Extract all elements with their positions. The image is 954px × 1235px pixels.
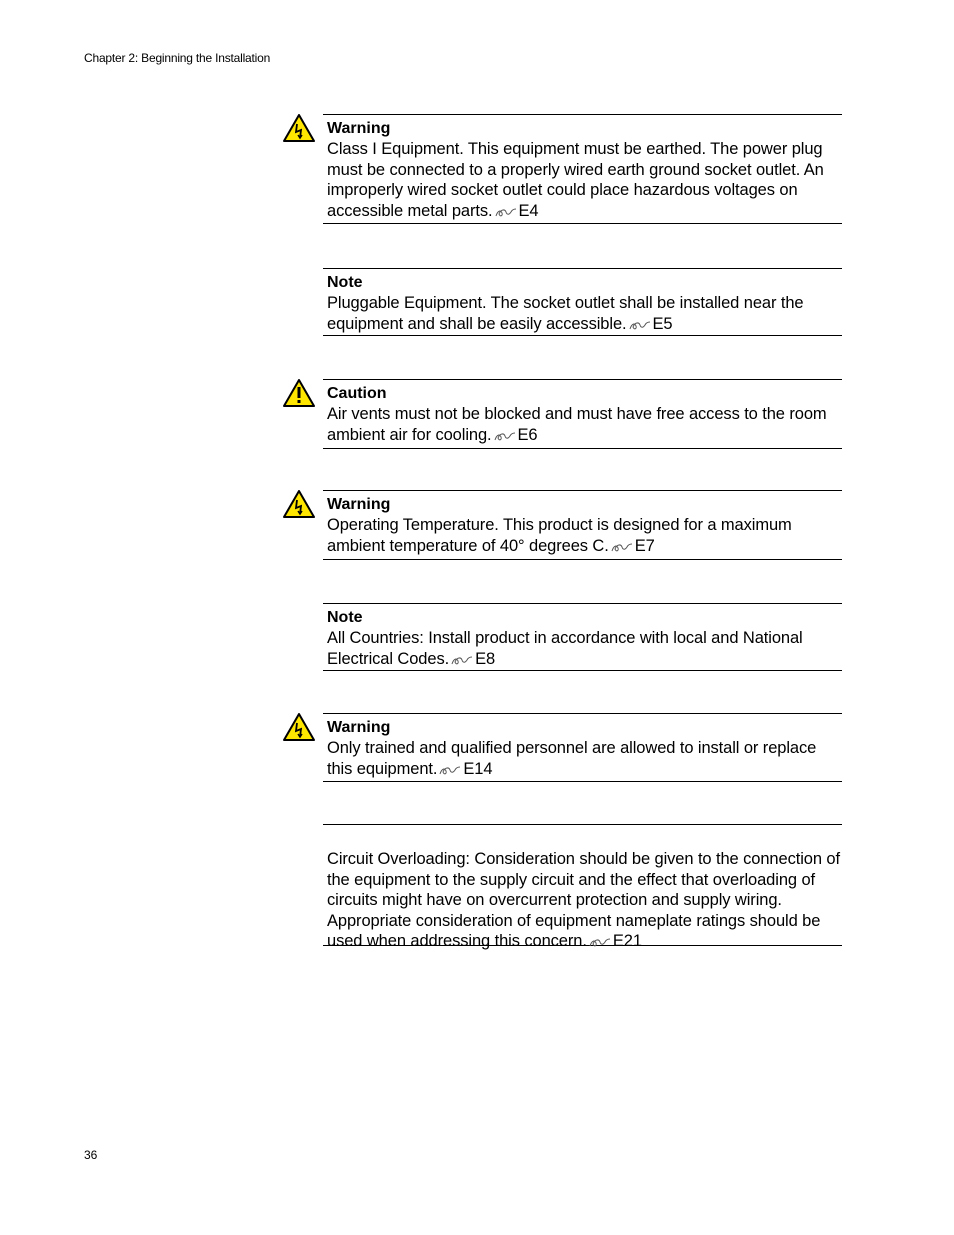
notice-heading: Caution bbox=[327, 385, 387, 402]
notice-text: All Countries: Install product in accordance with local and National Electrical Codes. E8 bbox=[327, 629, 803, 668]
notice-heading: Warning bbox=[327, 719, 391, 736]
notice-text: Air vents must not be blocked and must have free access to the room ambient air for cooling. E6 bbox=[327, 405, 827, 444]
notice-heading: Note bbox=[327, 274, 363, 291]
notice-text: Only trained and qualified personnel are allowed to install or replace this equipment. E14 bbox=[327, 739, 817, 778]
reference-marker-icon bbox=[495, 207, 517, 218]
caution-exclamation-icon bbox=[282, 378, 316, 408]
warning-electric-icon bbox=[282, 489, 316, 519]
reference-marker-icon bbox=[611, 542, 633, 553]
reference-marker-icon bbox=[451, 655, 473, 666]
warning-electric-icon bbox=[282, 712, 316, 742]
notice-text: Circuit Overloading: Consideration should be given to the connection of the equipment to the supply circuit and the effect that overloading of circuits might have on overcurrent protection and supply wiring. Appropriate consideration of equipment nameplate ratings should be used when addressing this concern. E21 bbox=[327, 850, 840, 950]
note-notice-e8 bbox=[323, 603, 842, 671]
warning-notice-e7 bbox=[323, 490, 842, 560]
reference-marker-icon bbox=[494, 431, 516, 442]
circuit-overloading-notice-e21 bbox=[323, 824, 842, 950]
notice-text: Class I Equipment. This equipment must be earthed. The power plug must be connected to a properly wired earth ground socket outlet. An improperly wired socket outlet could place hazardous voltages on accessible metal parts. E4 bbox=[327, 140, 824, 220]
notice-heading: Warning bbox=[327, 120, 391, 137]
note-notice-e5 bbox=[323, 268, 842, 336]
notice-text: Operating Temperature. This product is designed for a maximum ambient temperature of 40° degrees C. E7 bbox=[327, 516, 792, 555]
reference-marker-icon bbox=[589, 937, 611, 948]
caution-notice-e6 bbox=[323, 379, 842, 449]
notice-text: Pluggable Equipment. The socket outlet shall be installed near the equipment and shall be easily accessible. E5 bbox=[327, 294, 804, 333]
page-number: 36 bbox=[84, 1148, 98, 1162]
warning-notice-e4 bbox=[323, 114, 842, 224]
running-head: Chapter 2: Beginning the Installation bbox=[84, 51, 271, 65]
reference-marker-icon bbox=[629, 320, 651, 331]
reference-marker-icon bbox=[439, 765, 461, 776]
notice-heading: Warning bbox=[327, 496, 391, 513]
notice-heading: Note bbox=[327, 609, 363, 626]
warning-notice-e14 bbox=[323, 713, 842, 782]
notice-heading bbox=[327, 829, 842, 849]
warning-electric-icon bbox=[282, 113, 316, 143]
